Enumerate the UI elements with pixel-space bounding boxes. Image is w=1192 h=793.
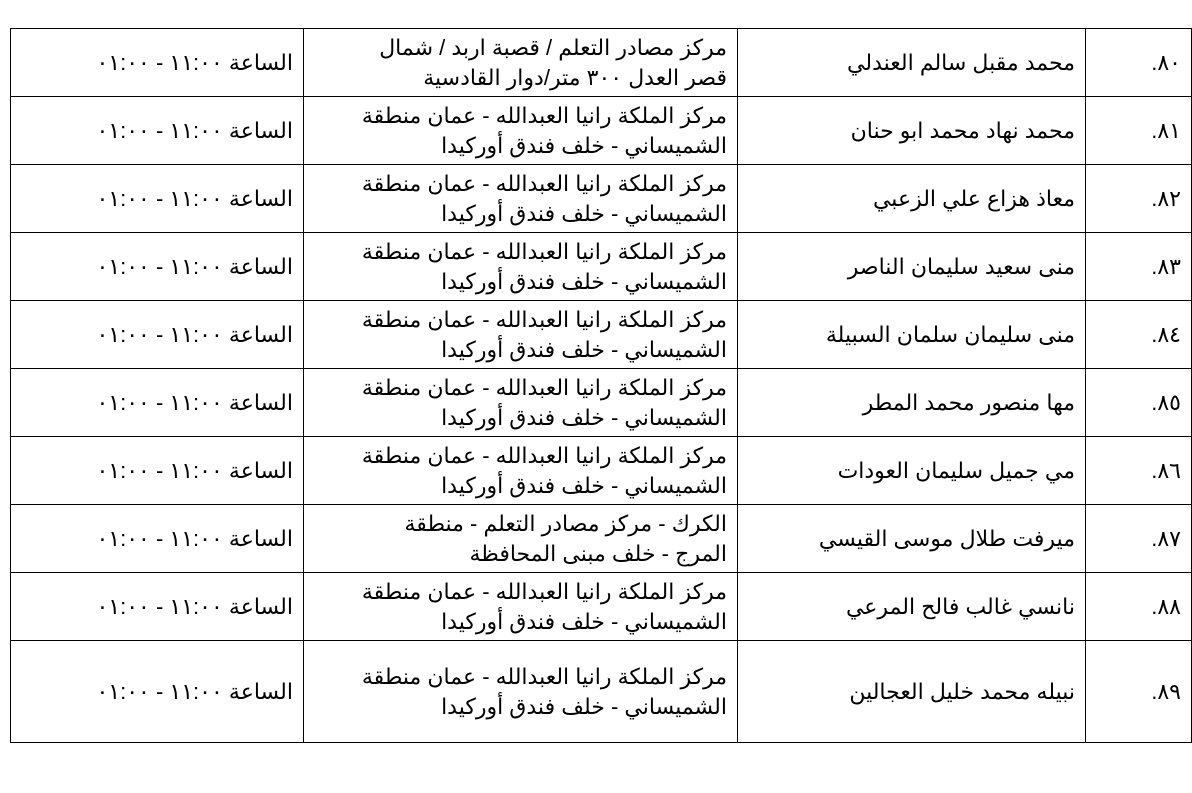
person-name: محمد نهاد محمد ابو حنان [738, 97, 1086, 165]
location-cell [304, 369, 738, 437]
table-row [11, 301, 1192, 369]
row-number: ٨٤. [1086, 301, 1192, 369]
time-slot: الساعة ١١:٠٠ - ٠١:٠٠ [11, 29, 304, 97]
person-name: ميرفت طلال موسى القيسي [738, 505, 1086, 573]
location-line: مركز الملكة رانيا العبدالله - عمان منطقة [361, 306, 727, 332]
time-slot: الساعة ١١:٠٠ - ٠١:٠٠ [11, 301, 304, 369]
table-row [11, 573, 1192, 641]
person-name: مي جميل سليمان العودات [738, 437, 1086, 505]
location-line: مركز الملكة رانيا العبدالله - عمان منطقة [361, 374, 727, 400]
row-number: ٨٩. [1086, 641, 1192, 743]
location-line: الشميساني - خلف فندق أوركيدا [441, 693, 727, 719]
row-number: ٨١. [1086, 97, 1192, 165]
location-line: مركز الملكة رانيا العبدالله - عمان منطقة [361, 663, 727, 689]
location-line: الشميساني - خلف فندق أوركيدا [441, 200, 727, 226]
table-row [11, 505, 1192, 573]
location-cell [304, 97, 738, 165]
location-line: مركز الملكة رانيا العبدالله - عمان منطقة [361, 442, 727, 468]
row-number: ٨٢. [1086, 165, 1192, 233]
row-number: ٨٦. [1086, 437, 1192, 505]
location-line: الكرك - مركز مصادر التعلم - منطقة [404, 510, 727, 536]
row-number: ٨٠. [1086, 29, 1192, 97]
person-name: مها منصور محمد المطر [738, 369, 1086, 437]
location-line: مركز مصادر التعلم / قصبة اربد / شمال [379, 34, 727, 60]
location-line: مركز الملكة رانيا العبدالله - عمان منطقة [361, 102, 727, 128]
location-line: الشميساني - خلف فندق أوركيدا [441, 336, 727, 362]
location-cell [304, 301, 738, 369]
person-name: نبيله محمد خليل العجالين [738, 641, 1086, 743]
time-slot: الساعة ١١:٠٠ - ٠١:٠٠ [11, 97, 304, 165]
time-slot: الساعة ١١:٠٠ - ٠١:٠٠ [11, 165, 304, 233]
table-row [11, 641, 1192, 743]
row-number: ٨٣. [1086, 233, 1192, 301]
person-name: منى سليمان سلمان السبيلة [738, 301, 1086, 369]
location-line: مركز الملكة رانيا العبدالله - عمان منطقة [361, 238, 727, 264]
table-row [11, 29, 1192, 97]
row-number: ٨٧. [1086, 505, 1192, 573]
time-slot: الساعة ١١:٠٠ - ٠١:٠٠ [11, 369, 304, 437]
location-line: الشميساني - خلف فندق أوركيدا [441, 608, 727, 634]
table-row [11, 437, 1192, 505]
location-line: قصر العدل ٣٠٠ متر/دوار القادسية [423, 64, 727, 90]
table-row [11, 97, 1192, 165]
person-name: نانسي غالب فالح المرعي [738, 573, 1086, 641]
table-row [11, 233, 1192, 301]
person-name: منى سعيد سليمان الناصر [738, 233, 1086, 301]
schedule-table [10, 28, 1192, 743]
location-cell [304, 233, 738, 301]
row-number: ٨٥. [1086, 369, 1192, 437]
location-line: مركز الملكة رانيا العبدالله - عمان منطقة [361, 170, 727, 196]
location-line: الشميساني - خلف فندق أوركيدا [441, 472, 727, 498]
location-cell [304, 165, 738, 233]
location-line: المرج - خلف مبنى المحافظة [469, 540, 727, 566]
time-slot: الساعة ١١:٠٠ - ٠١:٠٠ [11, 437, 304, 505]
location-cell [304, 29, 738, 97]
table-row [11, 165, 1192, 233]
time-slot: الساعة ١١:٠٠ - ٠١:٠٠ [11, 505, 304, 573]
location-cell [304, 573, 738, 641]
location-line: الشميساني - خلف فندق أوركيدا [441, 268, 727, 294]
person-name: معاذ هزاع علي الزعبي [738, 165, 1086, 233]
row-number: ٨٨. [1086, 573, 1192, 641]
time-slot: الساعة ١١:٠٠ - ٠١:٠٠ [11, 233, 304, 301]
location-line: الشميساني - خلف فندق أوركيدا [441, 132, 727, 158]
person-name: محمد مقبل سالم العندلي [738, 29, 1086, 97]
time-slot: الساعة ١١:٠٠ - ٠١:٠٠ [11, 573, 304, 641]
location-line: مركز الملكة رانيا العبدالله - عمان منطقة [361, 578, 727, 604]
time-slot: الساعة ١١:٠٠ - ٠١:٠٠ [11, 641, 304, 743]
table-row [11, 369, 1192, 437]
location-cell [304, 437, 738, 505]
location-line: الشميساني - خلف فندق أوركيدا [441, 404, 727, 430]
location-cell [304, 505, 738, 573]
location-cell [304, 641, 738, 743]
